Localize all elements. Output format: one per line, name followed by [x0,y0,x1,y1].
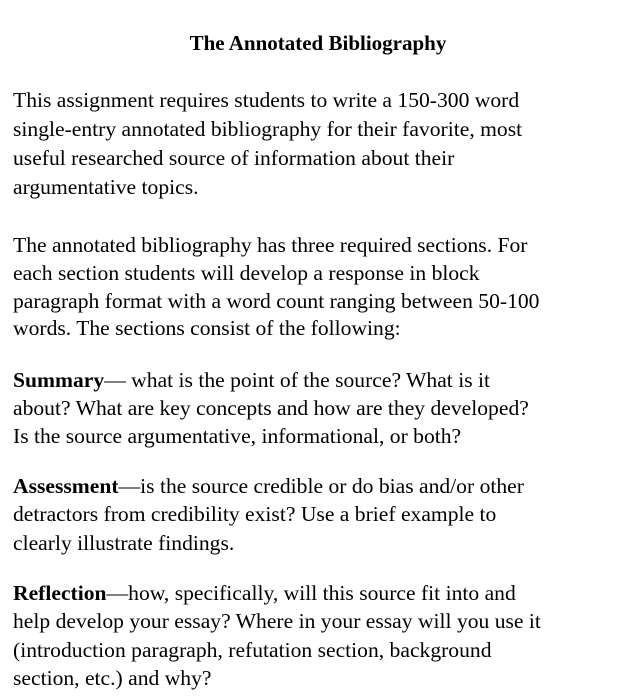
text-line: The annotated bibliography has three required sections. For [13,233,528,257]
text-line [13,472,524,500]
text-line: clearly illustrate findings. [13,530,235,555]
reflection-section [13,579,541,692]
text-line: This assignment requires students to write a 150-300 word [13,88,520,112]
assessment-term: Assessment [13,474,119,498]
assessment-first-line: —is the source credible or do bias and/or other [118,474,524,498]
text-line: single-entry annotated bibliography for their favorite, most [13,117,523,141]
document-title: The Annotated Bibliography [189,31,447,55]
text-line [13,579,541,607]
text-line: help develop your essay? Where in your essay will you use it [13,609,541,634]
summary-first-line: — what is the point of the source? What is it [104,368,490,392]
summary-section [13,366,529,450]
text-line: paragraph format with a word count ranging between 50-100 [13,288,540,313]
text-line: argumentative topics. [13,175,199,199]
text-line: useful researched source of information about their [13,146,455,170]
text-line: Is the source argumentative, informational, or both? [13,424,462,448]
reflection-term: Reflection [13,581,107,605]
text-line: words. The sections consist of the following: [13,316,401,341]
reflection-first-line: —how, specifically, will this source fit into and [106,581,516,605]
intro-paragraph [13,86,522,202]
text-line: (introduction paragraph, refutation section, background [13,637,492,662]
text-line: about? What are key concepts and how are they developed? [13,396,529,420]
summary-term: Summary [13,368,105,392]
sections-intro-paragraph [13,232,539,343]
text-line: section, etc.) and why? [13,665,212,690]
text-line [13,366,529,394]
text-line: each section students will develop a response in block [13,260,480,285]
text-line: detractors from credibility exist? Use a brief example to [13,502,497,527]
assessment-section [13,472,524,557]
